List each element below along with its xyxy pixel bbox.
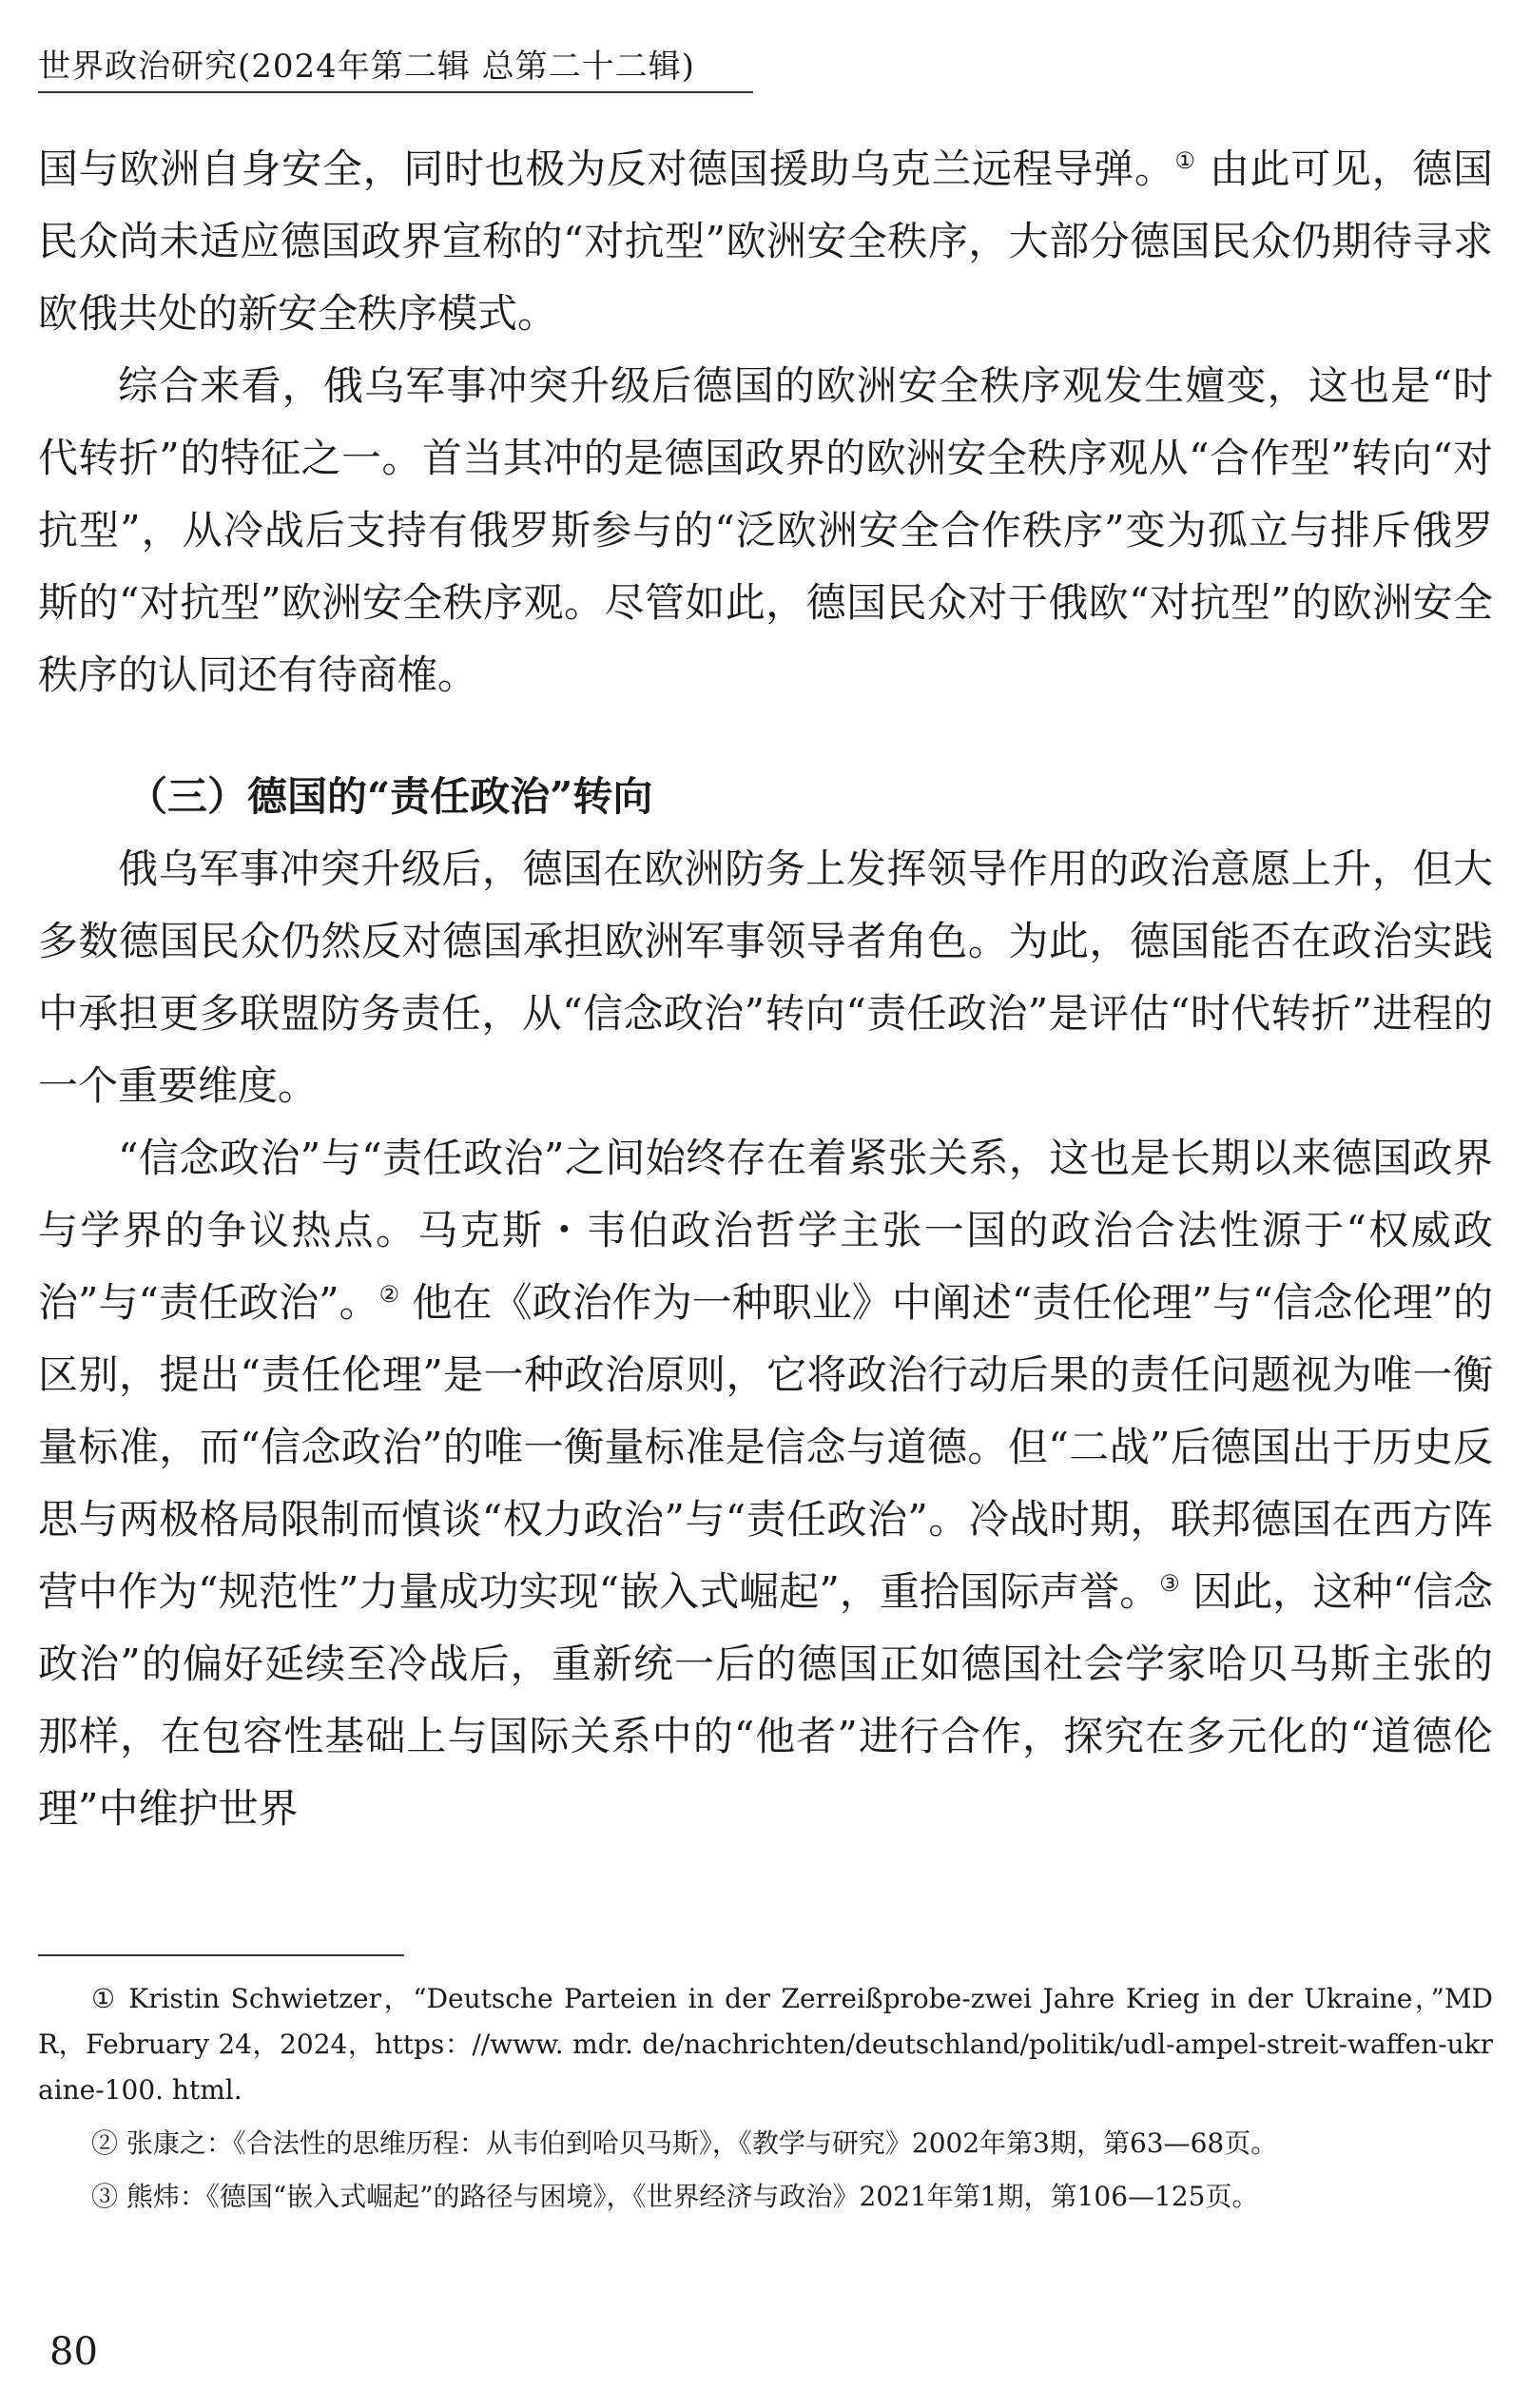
paragraph-text: 因此，这种“信念政治”的偏好延续至冷战后，重新统一后的德国正如德国社会学家哈贝马斯主张的那样，在包容性基础上与国际关系中的“他者”进行合作，探究在多元化的“道德伦理”中维护世界: [38, 1568, 1493, 1832]
footnote-2: ② 张康之：《合法性的思维历程：从韦伯到哈贝马斯》，《教学与研究》2002年第3期，第63—68页。: [91, 2127, 1278, 2159]
footnote-ref-3[interactable]: ③: [1159, 1570, 1180, 1597]
main-text: [38, 133, 1493, 1845]
footnote-ref-1[interactable]: ①: [1174, 147, 1196, 174]
paragraph-text: 他在《政治作为一种职业》中阐述“责任伦理”与“信念伦理”的区别，提出“责任伦理”是一种政治原则，它将政治行动后果的责任问题视为唯一衡量标准，而“信念政治”的唯一衡量标准是信念与道德。但“二战”后德国出于历史反思与两极格局限制而慎谈“权力政治”与“责任政治”。冷战时期，联邦德国在西方阵营中作为“规范性”力量成功实现“嵌入式崛起”，重拾国际声誉。: [38, 1279, 1493, 1615]
paragraph-summary: 综合来看，俄乌军事冲突升级后德国的欧洲安全秩序观发生嬗变，这也是“时代转折”的特征之一。首当其冲的是德国政界的欧洲安全秩序观从“合作型”转向“对抗型”，从冷战后支持有俄罗斯参与的“泛欧洲安全合作秩序”变为孤立与排斥俄罗斯的“对抗型”欧洲安全秩序观。尽管如此，德国民众对于俄欧“对抗型”的欧洲安全秩序的认同还有待商榷。: [38, 362, 1493, 698]
running-header: [38, 36, 753, 93]
journal-title: 世界政治研究(2024年第二辑 总第二十二辑): [38, 48, 695, 86]
section-paragraph-2: [38, 1122, 1493, 1845]
page-number: 80: [49, 2330, 98, 2374]
section-paragraph-1: 俄乌军事冲突升级后，德国在欧洲防务上发挥领导作用的政治意愿上升，但大多数德国民众仍然反对德国承担欧洲军事领导者角色。为此，德国能否在政治实践中承担更多联盟防务责任，从“信念政治”转向“责任政治”是评估“时代转折”进程的一个重要维度。: [38, 845, 1493, 1109]
paragraph-continued: [38, 133, 1493, 350]
section-heading: （三）德国的“责任政治”转向: [127, 773, 653, 820]
footnotes: [38, 1976, 1493, 2227]
footnote-3: ③ 熊炜：《德国“嵌入式崛起”的路径与困境》，《世界经济与政治》2021年第1期，第106—125页。: [91, 2181, 1259, 2212]
footnote-1: ① Kristin Schwietzer，“Deutsche Parteien in der Zerreißprobe-zwei Jahre Krieg in der Ukraine，”MDR，February 24，2024，https：//www. mdr. de/nachrichten/deutschland/politik/udl-ampel-streit-waffen-ukraine-100. html.: [38, 1983, 1493, 2106]
footnote-ref-2[interactable]: ②: [378, 1281, 400, 1308]
paragraph-text-cont: 由此可见，德国民众尚未适应德国政界宣称的“对抗型”欧洲安全秩序，大部分德国民众仍期待寻求欧俄共处的新安全秩序模式。: [38, 146, 1493, 337]
paragraph-text: “信念政治”与“责任政治”之间始终存在着紧张关系，这也是长期以来德国政界与学界的争议热点。马克斯・韦伯政治哲学主张一国的政治合法性源于“权威政治”与“责任政治”。: [38, 1135, 1493, 1326]
footnote-divider: [38, 1954, 404, 1956]
paragraph-text: 国与欧洲自身安全，同时也极为反对德国援助乌克兰远程导弹。: [38, 146, 1175, 192]
